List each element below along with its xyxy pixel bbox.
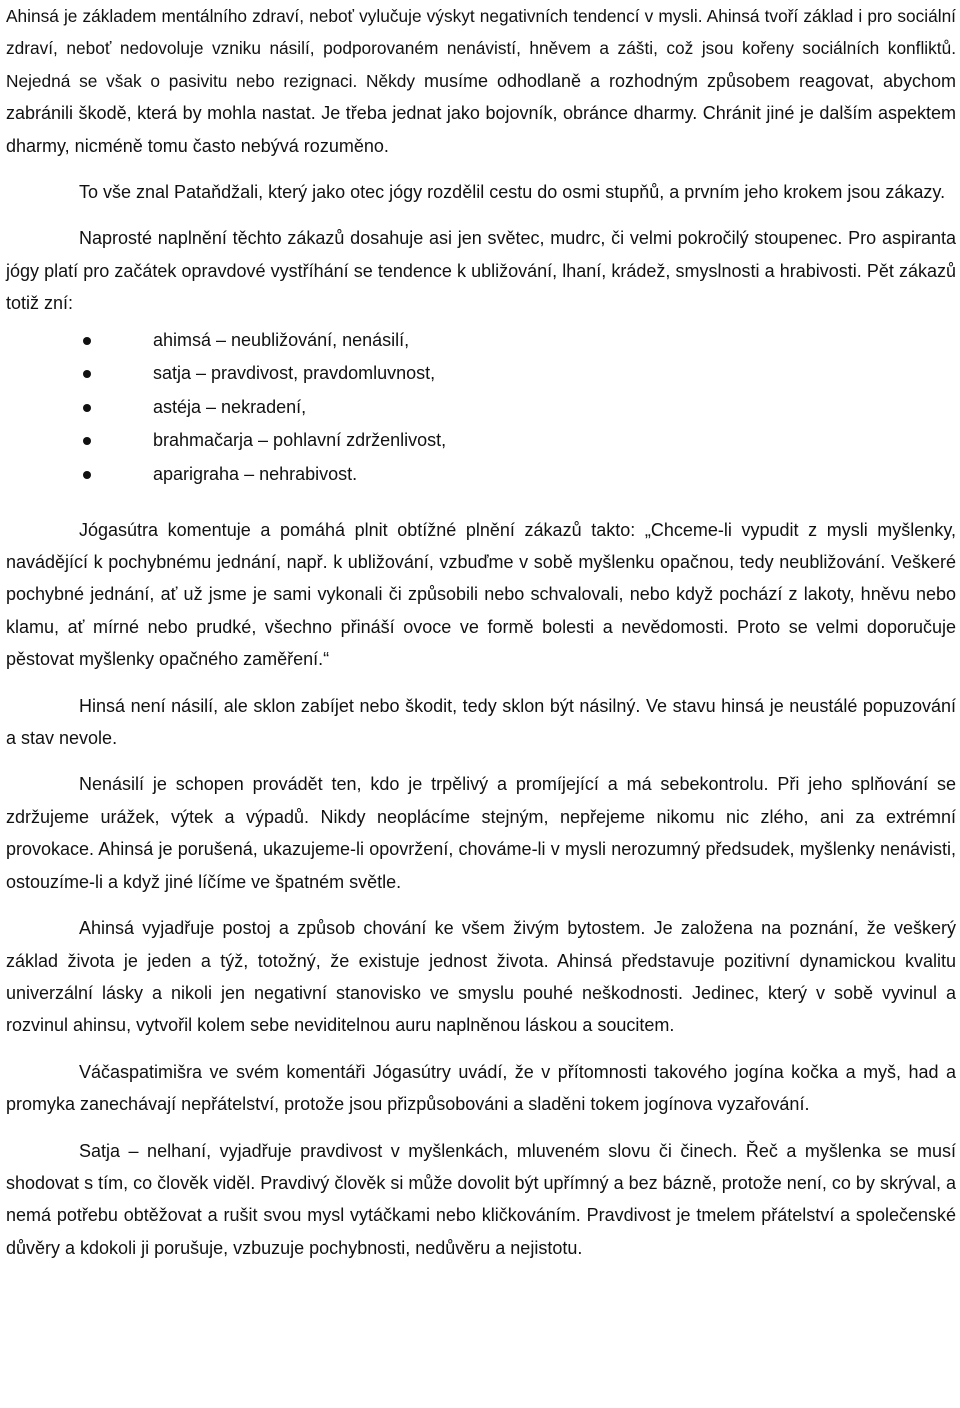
list-item — [6, 424, 956, 458]
zakazy-list — [6, 324, 956, 492]
paragraph-satja: Satja – nelhaní, vyjadřuje pravdivost v myšlenkách, mluveném slovu či činech. Řeč a myšlenka se musí shodovat s tím, co člověk viděl. Pravdivý člověk si může dovolit být upřímný a bez bázně, protože není, co by skrýval, a nemá potřebu obtěžovat a rušit svou mysl vytáčkami nebo kličkováním. Pravdivost je tmelem přátelství a společenské důvěry a kdokoli ji porušuje, vzbuzuje pochybnosti, nedůvěru a nejistotu. — [6, 1140, 956, 1258]
bullet-icon — [83, 471, 91, 479]
bullet-icon — [83, 370, 91, 378]
paragraph-jogasutra-komentar: Jógasútra komentuje a pomáhá plnit obtížné plnění zákazů takto: „Chceme-li vypudit z mysli myšlenky, navádějící k pochybnému jednání, např. k ubližování, vzbuďme v sobě myšlenku opačnou, tedy neubližování. Veškeré pochybné jednání, ať už jsme je sami vykonali či způsobili nebo schvalovali, nebo když pochází z lakoty, hněvu nebo klamu, ať mírné nebo prudké, všechno přináší ovoce ve formě bolesti a nevědomosti. Proto se velmi doporučuje pěstovat myšlenky opačného zaměření.“ — [6, 519, 956, 670]
list-item-text: ahimsá – neubližování, nenásilí, — [153, 329, 410, 350]
paragraph-hinsa: Hinsá není násilí, ale sklon zabíjet nebo škodit, tedy sklon být násilný. Ve stavu hinsá je neustálé popuzování a stav nevole. — [6, 695, 956, 749]
paragraph-ahinsa-intro-part1: Ahinsá je základem mentálního zdraví, neboť vylučuje výskyt negativních tendencí v mysli. Ahinsá tvoří základ i pro sociální zdraví, neboť nedovoluje vzniku násilí, podporovaném nenávistí, hněvem a zášti, což jsou kořeny sociálních konfliktů. Nejedná se však o pasivitu nebo rezignaci. Někdy — [6, 6, 956, 91]
bullet-icon — [83, 337, 91, 345]
list-item — [6, 391, 956, 425]
list-item-text: satja – pravdivost, pravdomluvnost, — [153, 363, 436, 384]
document-page — [6, 0, 956, 1264]
paragraph-ahinsa-postoj: Ahinsá vyjadřuje postoj a způsob chování ke všem živým bytostem. Je založena na poznání, že veškerý základ života je jeden a týž, totožný, že existuje jednost života. Ahinsá představuje pozitivní dynamickou kvalitu univerzální lásky a nikoli jen negativní stanovisko ve smyslu pouhé neškodnosti. Jedinec, který v sobě vyvinul a rozvinul ahinsu, vytvořil kolem sebe neviditelnou auru naplněnou láskou a soucitem. — [6, 918, 956, 1036]
bullet-icon — [83, 437, 91, 445]
list-item — [6, 324, 956, 358]
bullet-icon — [83, 404, 91, 412]
paragraph-patandzali: To vše znal Pataňdžali, který jako otec jógy rozdělil cestu do osmi stupňů, a prvním jeho krokem jsou zákazy. — [79, 182, 946, 203]
list-item — [6, 357, 956, 391]
paragraph-ahinsa-intro — [6, 0, 956, 162]
list-item-text: astéja – nekradení, — [153, 396, 307, 417]
list-item — [6, 458, 956, 492]
list-item-text: brahmačarja – pohlavní zdrženlivost, — [153, 430, 447, 451]
paragraph-ahinsa-intro-part2: musíme odhodlaně a rozhodným způsobem reagovat, abychom zabránili škodě, která by mohla nastat. Je třeba jednat jako bojovník, obránce dharmy. Chránit jiné je dalším aspektem dharmy, nicméně tomu často nebývá rozuměno. — [6, 70, 956, 156]
paragraph-nenasili: Nenásilí je schopen provádět ten, kdo je trpělivý a promíjející a má sebekontrolu. Při jeho splňování se zdržujeme urážek, výtek a výpadů. Nikdy neoplácíme stejným, nepřejeme nikomu nic zlého, ani za extrémní provokace. Ahinsá je porušená, ukazujeme-li opovržení, chováme-li v mysli nerozumný předsudek, myšlenky nenávisti, ostouzíme-li a když jiné líčíme ve špatném světle. — [6, 774, 956, 892]
paragraph-vacaspatimisra: Váčaspatimišra ve svém komentáři Jógasútry uvádí, že v přítomnosti takového jogína kočka a myš, had a promyka zanechávají nepřátelství, protože jsou přizpůsobováni a sladěni tokem jogínova vyzařování. — [6, 1061, 956, 1115]
paragraph-naplneni-zakazu: Naprosté naplnění těchto zákazů dosahuje asi jen světec, mudrc, či velmi pokročilý stoupenec. Pro aspiranta jógy platí pro začátek opravdové vystříhání se tendence k ubližování, lhaní, krádež, smyslnosti a hrabivosti. Pět zákazů totiž zní: — [6, 228, 956, 314]
list-item-text: aparigraha – nehrabivost. — [153, 464, 358, 485]
